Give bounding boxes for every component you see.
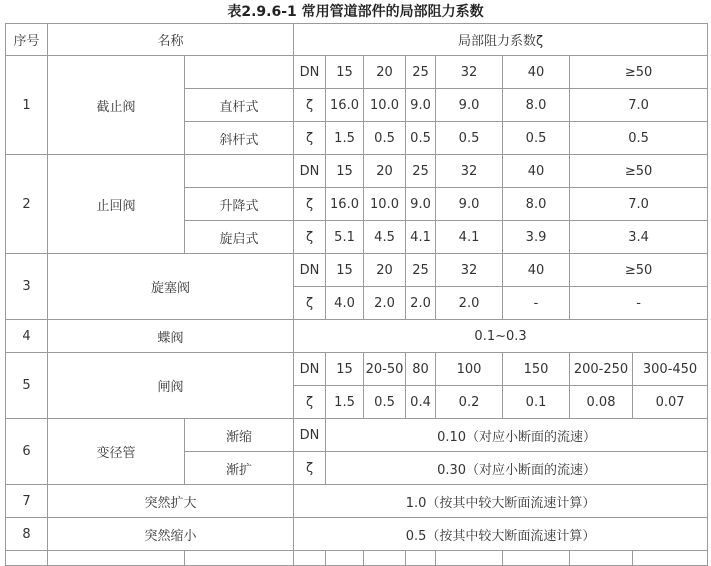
table-row bbox=[6, 320, 708, 353]
dn-cell: 200-250 bbox=[570, 353, 633, 386]
dn-label-cell: DN bbox=[294, 353, 326, 386]
name-cell: 突然扩大 bbox=[48, 485, 294, 518]
dn-cell: 20 bbox=[364, 56, 406, 89]
zeta-label-cell: ζ bbox=[294, 122, 326, 155]
value-cell: 5.1 bbox=[326, 221, 364, 254]
value-cell: 9.0 bbox=[436, 188, 503, 221]
value-cell: 8.0 bbox=[503, 89, 570, 122]
dn-cell: ≥50 bbox=[570, 254, 708, 287]
zeta-label-cell: ζ bbox=[294, 386, 326, 419]
value-cell: 1.0（按其中较大断面流速计算） bbox=[294, 485, 708, 518]
value-cell: 4.1 bbox=[436, 221, 503, 254]
table-row bbox=[6, 485, 708, 518]
value-cell: 0.1~0.3 bbox=[294, 320, 708, 353]
dn-cell: 20 bbox=[364, 155, 406, 188]
value-cell: 0.4 bbox=[406, 386, 436, 419]
sub-name-cell: 旋启式 bbox=[185, 221, 294, 254]
value-cell: 4.1 bbox=[406, 221, 436, 254]
table-row bbox=[6, 155, 708, 188]
dn-cell: 32 bbox=[436, 155, 503, 188]
value-cell: 2.0 bbox=[436, 287, 503, 320]
value-cell: 16.0 bbox=[326, 188, 364, 221]
header-seq: 序号 bbox=[6, 24, 48, 56]
value-cell: - bbox=[570, 287, 708, 320]
table-row bbox=[6, 518, 708, 551]
dn-label-cell: DN bbox=[294, 419, 326, 452]
dn-cell: 15 bbox=[326, 254, 364, 287]
dn-cell: 15 bbox=[326, 155, 364, 188]
cell bbox=[364, 551, 406, 566]
value-cell: 7.0 bbox=[570, 89, 708, 122]
cell bbox=[503, 551, 570, 566]
dn-cell: 40 bbox=[503, 254, 570, 287]
name-cell: 截止阀 bbox=[48, 56, 185, 155]
dn-cell: 40 bbox=[503, 56, 570, 89]
seq-cell: 3 bbox=[6, 254, 48, 320]
value-cell: 4.0 bbox=[326, 287, 364, 320]
value-cell: 9.0 bbox=[406, 89, 436, 122]
seq-cell: 1 bbox=[6, 56, 48, 155]
zeta-label-cell: ζ bbox=[294, 287, 326, 320]
dn-cell: 80 bbox=[406, 353, 436, 386]
value-cell: 3.4 bbox=[570, 221, 708, 254]
sub-name-cell bbox=[185, 56, 294, 89]
dn-cell: 15 bbox=[326, 56, 364, 89]
name-cell: 突然缩小 bbox=[48, 518, 294, 551]
seq-cell: 4 bbox=[6, 320, 48, 353]
value-cell: 0.30（对应小断面的流速） bbox=[326, 452, 708, 485]
table-row bbox=[6, 353, 708, 386]
sub-name-cell: 直杆式 bbox=[185, 89, 294, 122]
name-cell: 止回阀 bbox=[48, 155, 185, 254]
value-cell: 1.5 bbox=[326, 122, 364, 155]
value-cell: 0.2 bbox=[436, 386, 503, 419]
cell bbox=[6, 551, 48, 566]
value-cell: 0.08 bbox=[570, 386, 633, 419]
header-coef: 局部阻力系数ζ bbox=[294, 24, 708, 56]
value-cell: 0.5 bbox=[503, 122, 570, 155]
dn-cell: 100 bbox=[436, 353, 503, 386]
value-cell: 0.5 bbox=[436, 122, 503, 155]
dn-cell: 20-50 bbox=[364, 353, 406, 386]
value-cell: 0.5 bbox=[406, 122, 436, 155]
dn-label-cell: DN bbox=[294, 155, 326, 188]
seq-cell: 2 bbox=[6, 155, 48, 254]
zeta-label-cell: ζ bbox=[294, 89, 326, 122]
value-cell: 0.1 bbox=[503, 386, 570, 419]
dn-cell: 25 bbox=[406, 254, 436, 287]
sub-name-cell: 升降式 bbox=[185, 188, 294, 221]
value-cell: 0.10（对应小断面的流速） bbox=[326, 419, 708, 452]
value-cell: 1.5 bbox=[326, 386, 364, 419]
value-cell: - bbox=[503, 287, 570, 320]
cell bbox=[326, 551, 364, 566]
value-cell: 9.0 bbox=[406, 188, 436, 221]
zeta-label-cell: ζ bbox=[294, 452, 326, 485]
dn-cell: 150 bbox=[503, 353, 570, 386]
resistance-coefficient-table bbox=[5, 23, 708, 566]
dn-cell: 20 bbox=[364, 254, 406, 287]
dn-cell: ≥50 bbox=[570, 56, 708, 89]
value-cell: 7.0 bbox=[570, 188, 708, 221]
sub-name-cell: 斜杆式 bbox=[185, 122, 294, 155]
value-cell: 0.5（按其中较大断面流速计算） bbox=[294, 518, 708, 551]
value-cell: 16.0 bbox=[326, 89, 364, 122]
name-cell: 变径管 bbox=[48, 419, 185, 485]
value-cell: 3.9 bbox=[503, 221, 570, 254]
cell bbox=[48, 551, 185, 566]
cell bbox=[570, 551, 633, 566]
value-cell: 2.0 bbox=[406, 287, 436, 320]
dn-cell: 32 bbox=[436, 56, 503, 89]
dn-label-cell: DN bbox=[294, 56, 326, 89]
dn-label-cell: DN bbox=[294, 254, 326, 287]
value-cell: 0.07 bbox=[633, 386, 708, 419]
sub-name-cell: 渐扩 bbox=[185, 452, 294, 485]
name-cell: 蝶阀 bbox=[48, 320, 294, 353]
cell bbox=[185, 551, 294, 566]
dn-cell: 25 bbox=[406, 56, 436, 89]
table-row-partial bbox=[6, 551, 708, 566]
cell bbox=[633, 551, 708, 566]
seq-cell: 6 bbox=[6, 419, 48, 485]
dn-cell: 25 bbox=[406, 155, 436, 188]
table-row bbox=[6, 419, 708, 452]
table-row bbox=[6, 56, 708, 89]
value-cell: 0.5 bbox=[570, 122, 708, 155]
zeta-label-cell: ζ bbox=[294, 188, 326, 221]
value-cell: 8.0 bbox=[503, 188, 570, 221]
value-cell: 10.0 bbox=[364, 188, 406, 221]
name-cell: 闸阀 bbox=[48, 353, 294, 419]
sub-name-cell: 渐缩 bbox=[185, 419, 294, 452]
dn-cell: 32 bbox=[436, 254, 503, 287]
table-title: 表2.9.6-1 常用管道部件的局部阻力系数 bbox=[227, 4, 484, 20]
name-cell: 旋塞阀 bbox=[48, 254, 294, 320]
value-cell: 10.0 bbox=[364, 89, 406, 122]
seq-cell: 7 bbox=[6, 485, 48, 518]
cell bbox=[406, 551, 436, 566]
value-cell: 0.5 bbox=[364, 122, 406, 155]
value-cell: 2.0 bbox=[364, 287, 406, 320]
header-row bbox=[6, 24, 708, 56]
value-cell: 9.0 bbox=[436, 89, 503, 122]
table-row bbox=[6, 254, 708, 287]
header-name: 名称 bbox=[48, 24, 294, 56]
seq-cell: 5 bbox=[6, 353, 48, 419]
value-cell: 4.5 bbox=[364, 221, 406, 254]
seq-cell: 8 bbox=[6, 518, 48, 551]
zeta-label-cell: ζ bbox=[294, 221, 326, 254]
dn-cell: 300-450 bbox=[633, 353, 708, 386]
dn-cell: 15 bbox=[326, 353, 364, 386]
sub-name-cell bbox=[185, 155, 294, 188]
cell bbox=[436, 551, 503, 566]
dn-cell: 40 bbox=[503, 155, 570, 188]
dn-cell: ≥50 bbox=[570, 155, 708, 188]
value-cell: 0.5 bbox=[364, 386, 406, 419]
cell bbox=[294, 551, 326, 566]
